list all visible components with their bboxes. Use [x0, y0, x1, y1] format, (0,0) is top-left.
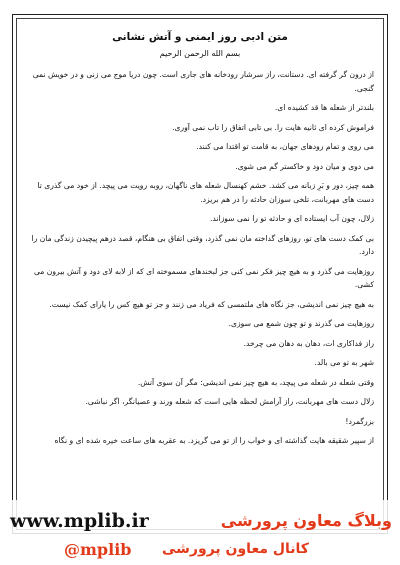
- paragraph: شهر به تو می بالد.: [314, 358, 374, 367]
- document-page: [12, 14, 388, 534]
- paragraph: روزهایت می گذرند و تو چون شمع می سوزی.: [228, 319, 374, 328]
- watermark-banner: [0, 500, 400, 565]
- paragraph: از سپیر شقیقه هایت گذاشته ای و خواب را از تو می گریزد. به عقربه های ساعت خیره شده ای و نگاه: [54, 436, 374, 445]
- banner-top-row: [2, 510, 398, 536]
- paragraph: بزرگمرد!: [345, 416, 374, 426]
- document-title: متن ادبی روز ایمنی و آتش نشانی: [112, 31, 288, 43]
- channel-name: کانال معاون پرورشی: [162, 541, 309, 557]
- site-url[interactable]: www.mplib.ir: [10, 510, 149, 532]
- bismillah-line: بسم الله الرحمن الرحیم: [159, 49, 241, 58]
- paragraph: فراموش کرده ای ثانیه هایت را. بی تابی اتفاق را تاب نمی آوری.: [172, 122, 374, 132]
- paragraph: می دوی و میان دود و خاکستر گم می شوی.: [235, 161, 374, 171]
- banner-bottom-row: [2, 540, 398, 562]
- paragraph: وقتی شعله در شعله می پیچد، به هیچ چیز نمی اندیشی: مگر آن سوی آتش.: [137, 377, 374, 387]
- channel-handle[interactable]: @mplib: [64, 540, 132, 559]
- paragraph: می روی و تمام رودهای جهان، به قامت تو اقتدا می کنند.: [196, 142, 374, 151]
- paragraph: از درون گر گرفته ای. دستانت، راز سرشار رودخانه های جاری است. چون دریا موج می زنی و در خویش نمی گنجی.: [32, 70, 374, 93]
- paragraph: روزهایت می گذرد و به هیچ چیز فکر نمی کنی جز لبخندهای مسموخته ای که از لابه لای دود و آتش بیرون می کشی.: [33, 266, 374, 289]
- paragraph: زلال دست های مهربانت، راز آرامش لحظه هایی است که شعله ورند و عصیانگر، اگر نباشی.: [85, 397, 374, 406]
- paragraph: به هیچ چیز نمی اندیشی، جز نگاه های ملتمسی که فریاد می زنند و جز تو هیچ کس را یارای کمک نیست.: [49, 299, 374, 309]
- blog-name: وبلاگ معاون پرورشی: [220, 511, 392, 530]
- paragraph: زلال، چون آب ایستاده ای و حادثه تو را نمی سوزاند.: [209, 214, 374, 223]
- paragraph: بی کمک دست های تو، روزهای گداخته مان نمی گذرد، وقتی اتفاق بی هنگام، قصد درهم پیچیدن زندگی مان را دارد.: [31, 233, 374, 256]
- document-frame: [16, 18, 384, 530]
- paragraph: همه چیز، دور و بَرِ زبانه می کشد. خشم کهنسال شعله های ناگهان، روبه رویت می پیچد. از خود می گذری تا دست های مهربانت، تلخی سوزان حادثه را در هم بریزد.: [37, 181, 374, 204]
- paragraph: بلندتر از شعله ها قد کشیده ای.: [274, 103, 374, 112]
- paragraph: راز فداکاری ات، دهان به دهان می چرخد.: [243, 338, 374, 348]
